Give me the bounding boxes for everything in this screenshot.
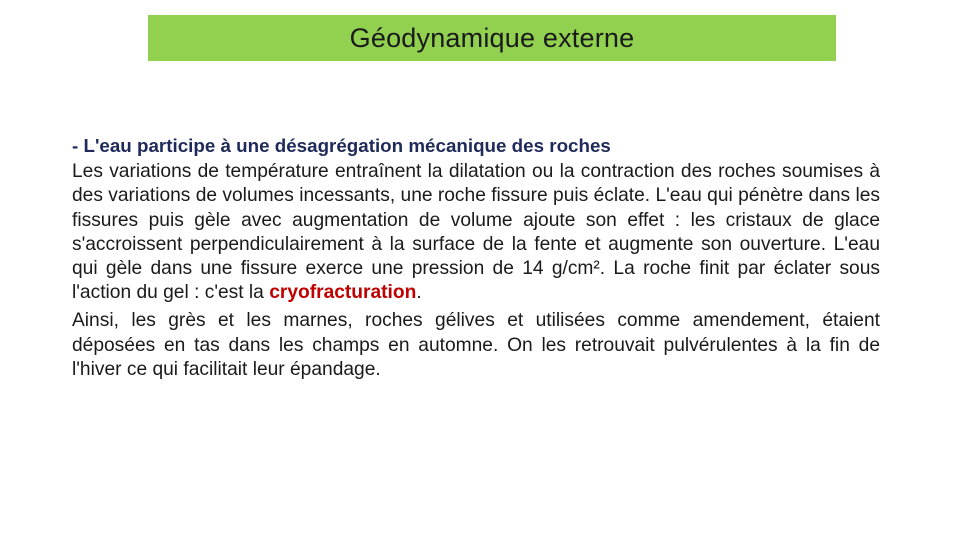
section-heading: - L'eau participe à une désagrégation mécanique des roches [72,135,611,156]
paragraph-1-end: . [416,282,422,304]
title-banner [148,15,836,61]
paragraph-cryofracturation [72,160,880,305]
slide-title: Géodynamique externe [349,22,635,53]
paragraph-1-text: Les variations de température entraînent la dilatation ou la contraction des roches soumises à des variations de volumes incessants, une roche fissure puis éclate. L'eau qui pénètre dans les fissures puis gèle avec augmentation de volume ajoute son effet : les cristaux de glace s'accroissent perpendiculairement à la surface de la fente et augmente son ouverture. L'eau qui gèle dans une fissure exerce une pression de 14 g/cm². La roche finit par éclater sous l'action du gel : c'est la [72,161,880,304]
paragraph-gres-marnes: Ainsi, les grès et les marnes, roches gélives et utilisées comme amendement, étaient déposées en tas dans les champs en automne. On les retrouvait pulvérulentes à la fin de l'hiver ce qui facilitait leur épandage. [72,310,880,380]
highlighted-term: cryofracturation [269,282,417,304]
content-body [72,134,880,382]
